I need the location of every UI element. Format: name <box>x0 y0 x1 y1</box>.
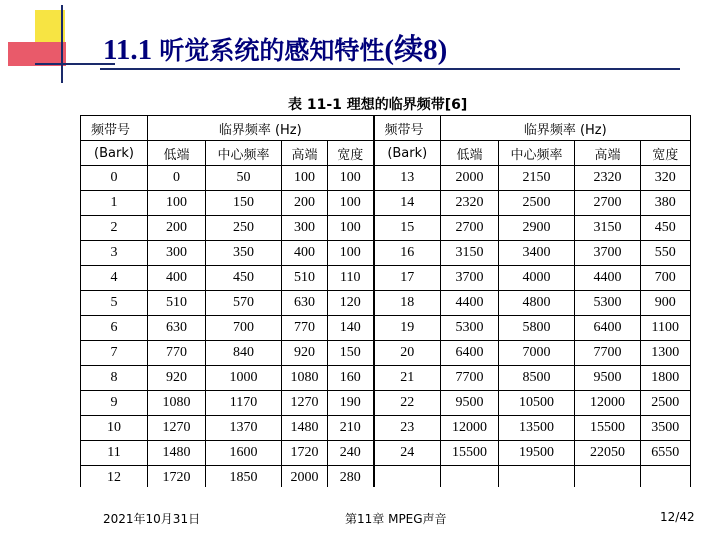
table-cell: 100 <box>328 166 374 191</box>
header-center: 中心频率 <box>206 141 282 166</box>
table-cell: 22 <box>374 391 441 416</box>
table-cell: 18 <box>374 291 441 316</box>
table-cell: 5 <box>81 291 148 316</box>
table-cell: 5300 <box>575 291 641 316</box>
table-cell: 2700 <box>575 191 641 216</box>
table-cell: 200 <box>282 191 328 216</box>
table-cell: 280 <box>328 466 374 488</box>
table-cell: 13500 <box>499 416 575 441</box>
table-cell: 100 <box>328 216 374 241</box>
title-underline <box>100 68 680 70</box>
table-cell: 19 <box>374 316 441 341</box>
table-cell: 200 <box>148 216 206 241</box>
table-cell: 9500 <box>441 391 499 416</box>
table-cell: 320 <box>641 166 690 191</box>
table-cell: 3500 <box>641 416 690 441</box>
table-cell: 3 <box>81 241 148 266</box>
table-cell: 630 <box>282 291 328 316</box>
table-cell: 1480 <box>148 441 206 466</box>
table-cell: 1270 <box>282 391 328 416</box>
table-row <box>81 241 690 266</box>
table-cell: 250 <box>206 216 282 241</box>
table-cell: 3400 <box>499 241 575 266</box>
table-cell: 9500 <box>575 366 641 391</box>
table-cell: 2320 <box>575 166 641 191</box>
table-cell: 1720 <box>282 441 328 466</box>
table-cell: 19500 <box>499 441 575 466</box>
table-cell: 5300 <box>441 316 499 341</box>
table-cell: 6550 <box>641 441 690 466</box>
table-row <box>81 416 690 441</box>
table-cell: 2 <box>81 216 148 241</box>
table-cell: 10 <box>81 416 148 441</box>
table-cell: 1080 <box>282 366 328 391</box>
table-cell: 2150 <box>499 166 575 191</box>
table-cell: 14 <box>374 191 441 216</box>
table-cell: 3150 <box>575 216 641 241</box>
table-cell <box>641 466 690 488</box>
table-cell: 16 <box>374 241 441 266</box>
table-cell: 450 <box>206 266 282 291</box>
header-low-2: 低端 <box>441 141 499 166</box>
table-cell: 7700 <box>441 366 499 391</box>
table-cell: 510 <box>282 266 328 291</box>
table-row <box>81 441 690 466</box>
table-cell: 1480 <box>282 416 328 441</box>
table-cell: 100 <box>328 241 374 266</box>
table-cell: 1600 <box>206 441 282 466</box>
table-cell: 7 <box>81 341 148 366</box>
table-cell: 380 <box>641 191 690 216</box>
table-cell: 4800 <box>499 291 575 316</box>
table-cell: 510 <box>148 291 206 316</box>
table-cell: 4400 <box>441 291 499 316</box>
table-cell: 12 <box>81 466 148 488</box>
table-cell: 12000 <box>575 391 641 416</box>
table-row <box>81 366 690 391</box>
table-cell: 400 <box>282 241 328 266</box>
header-high-2: 高端 <box>575 141 641 166</box>
table-row <box>81 316 690 341</box>
header-critical-frequency-2: 临界频率 (Hz) <box>441 116 690 141</box>
table-cell: 2900 <box>499 216 575 241</box>
decor-vertical-line <box>61 5 63 83</box>
table-row <box>81 191 690 216</box>
table-cell: 1800 <box>641 366 690 391</box>
table-cell: 1170 <box>206 391 282 416</box>
slide-title <box>103 27 447 68</box>
table-cell: 8500 <box>499 366 575 391</box>
header-width-2: 宽度 <box>641 141 690 166</box>
table-cell: 4 <box>81 266 148 291</box>
table-cell: 23 <box>374 416 441 441</box>
table-cell: 4400 <box>575 266 641 291</box>
table-cell: 110 <box>328 266 374 291</box>
table-cell: 1080 <box>148 391 206 416</box>
slide-title-number: 11.1 <box>103 34 153 66</box>
table-cell: 12000 <box>441 416 499 441</box>
table-cell: 100 <box>282 166 328 191</box>
table-cell: 840 <box>206 341 282 366</box>
footer-chapter: 第11章 MPEG声音 <box>345 512 447 526</box>
table-header-row-2 <box>81 141 690 166</box>
header-critical-frequency: 临界频率 (Hz) <box>148 116 374 141</box>
table-cell: 300 <box>148 241 206 266</box>
table-cell: 3700 <box>575 241 641 266</box>
table-cell: 5800 <box>499 316 575 341</box>
table-cell: 10500 <box>499 391 575 416</box>
table-cell <box>374 466 441 488</box>
table-cell: 100 <box>148 191 206 216</box>
table-cell: 700 <box>206 316 282 341</box>
table-cell: 2000 <box>282 466 328 488</box>
table-cell: 22050 <box>575 441 641 466</box>
table-cell: 210 <box>328 416 374 441</box>
table-cell: 1100 <box>641 316 690 341</box>
table-cell: 15 <box>374 216 441 241</box>
table-cell: 13 <box>374 166 441 191</box>
table-cell: 920 <box>282 341 328 366</box>
table-cell: 150 <box>206 191 282 216</box>
table-cell: 120 <box>328 291 374 316</box>
table-body <box>81 116 690 488</box>
table-cell: 900 <box>641 291 690 316</box>
table-cell: 400 <box>148 266 206 291</box>
table-cell: 1850 <box>206 466 282 488</box>
table-cell: 150 <box>328 341 374 366</box>
table-row <box>81 166 690 191</box>
slide-title-suffix: (续8) <box>384 34 448 66</box>
table-cell: 550 <box>641 241 690 266</box>
table-cell: 0 <box>148 166 206 191</box>
critical-band-table-container <box>80 115 691 487</box>
table-cell: 2320 <box>441 191 499 216</box>
table-row <box>81 266 690 291</box>
table-cell: 3700 <box>441 266 499 291</box>
table-cell: 240 <box>328 441 374 466</box>
header-center-2: 中心频率 <box>499 141 575 166</box>
footer-date: 2021年10月31日 <box>103 512 201 526</box>
table-cell: 2500 <box>499 191 575 216</box>
table-cell: 24 <box>374 441 441 466</box>
table-cell: 350 <box>206 241 282 266</box>
table-caption: 表 11-1 理想的临界频带[6] <box>288 97 468 113</box>
table-cell: 570 <box>206 291 282 316</box>
table-cell <box>499 466 575 488</box>
table-cell: 300 <box>282 216 328 241</box>
table-cell: 21 <box>374 366 441 391</box>
table-cell: 6 <box>81 316 148 341</box>
table-cell: 15500 <box>441 441 499 466</box>
table-cell: 140 <box>328 316 374 341</box>
table-cell: 2000 <box>441 166 499 191</box>
slide-title-text: 听觉系统的感知特性 <box>159 36 385 65</box>
table-cell: 770 <box>282 316 328 341</box>
table-cell: 100 <box>328 191 374 216</box>
table-cell: 2700 <box>441 216 499 241</box>
table-cell: 700 <box>641 266 690 291</box>
table-cell: 630 <box>148 316 206 341</box>
table-cell: 7700 <box>575 341 641 366</box>
table-cell: 3150 <box>441 241 499 266</box>
table-cell: 6400 <box>575 316 641 341</box>
table-cell: 1370 <box>206 416 282 441</box>
table-cell: 1000 <box>206 366 282 391</box>
table-cell: 1 <box>81 191 148 216</box>
table-cell <box>575 466 641 488</box>
table-row <box>81 291 690 316</box>
header-bark-2: (Bark) <box>374 141 441 166</box>
header-band-number: 频带号 <box>81 116 148 141</box>
header-high: 高端 <box>282 141 328 166</box>
header-band-number-2: 频带号 <box>374 116 441 141</box>
table-cell: 1270 <box>148 416 206 441</box>
table-row <box>81 391 690 416</box>
table-cell: 17 <box>374 266 441 291</box>
table-row <box>81 466 690 488</box>
table-cell: 450 <box>641 216 690 241</box>
table-cell: 2500 <box>641 391 690 416</box>
table-cell <box>441 466 499 488</box>
table-cell: 15500 <box>575 416 641 441</box>
table-cell: 190 <box>328 391 374 416</box>
table-cell: 6400 <box>441 341 499 366</box>
table-row <box>81 216 690 241</box>
table-cell: 11 <box>81 441 148 466</box>
table-cell: 8 <box>81 366 148 391</box>
header-bark: (Bark) <box>81 141 148 166</box>
critical-band-table <box>80 115 690 487</box>
footer-page-number: 12/42 <box>660 510 695 524</box>
table-cell: 9 <box>81 391 148 416</box>
header-low: 低端 <box>148 141 206 166</box>
table-cell: 0 <box>81 166 148 191</box>
table-cell: 50 <box>206 166 282 191</box>
table-cell: 4000 <box>499 266 575 291</box>
table-cell: 1300 <box>641 341 690 366</box>
table-cell: 770 <box>148 341 206 366</box>
table-cell: 1720 <box>148 466 206 488</box>
table-cell: 7000 <box>499 341 575 366</box>
table-cell: 920 <box>148 366 206 391</box>
header-width: 宽度 <box>328 141 374 166</box>
table-cell: 20 <box>374 341 441 366</box>
table-cell: 160 <box>328 366 374 391</box>
table-row <box>81 341 690 366</box>
table-header-row-1 <box>81 116 690 141</box>
